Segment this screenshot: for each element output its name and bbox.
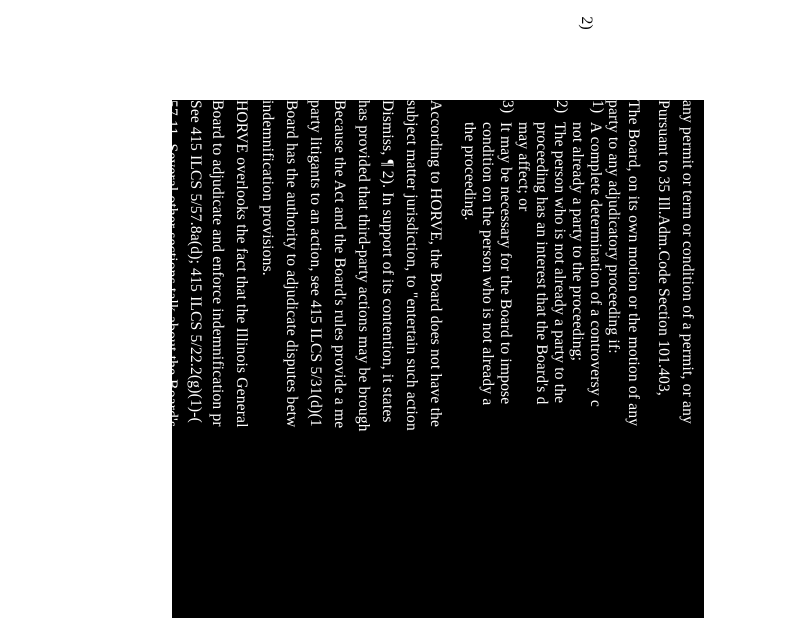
text-line: Board has the authority to adjudicate disputes betw [283, 100, 300, 428]
page-number: 2) [578, 16, 595, 30]
text-line: reimbursement for costs and fees, including attorne [139, 100, 156, 429]
text-line: Pursuant to 35 Ill.Adm.Code Section 101.403, [655, 100, 672, 396]
text-line: HORVE overlooks the fact that the Illinois General [233, 100, 250, 428]
text-line: According to HORVE, the Board does not have the [427, 100, 444, 428]
text-line: See 415 ILCS 5/57.8a(d); 415 ILCS 5/22.2(g)(1)-( [187, 100, 204, 423]
text-line: indemnification provisions. [259, 100, 276, 276]
text-line: not already a party to the proceeding; [569, 122, 586, 362]
text-line: Because the Act and the Board's rules provide a me [331, 100, 348, 429]
text-line: may affect; or [515, 122, 532, 212]
text-line: has provided that third-party actions may be brough [355, 100, 372, 432]
text-line: The Board, on its own motion or the motion of any [625, 100, 642, 427]
item-number: 3) [499, 100, 516, 114]
text-line: 415 ILCS 5/22.2(g)(2), 415 ILCS 5/57.8(l). There [91, 100, 108, 420]
text-line: The person who is not already a party to the [551, 122, 568, 404]
text-line: A complete determination of a controversy c [587, 122, 604, 407]
text-line: proceeding has an interest that the Board's d [533, 122, 550, 405]
text-line: party litigants to an action, see 415 ILCS 5/31(d)(1 [307, 100, 324, 427]
text-line: party to any adjudicatory proceeding if: [605, 100, 622, 354]
text-line: Board to adjudicate and enforce indemnification pr [209, 100, 226, 427]
text-line: Dismiss, ¶ 2). In support of its contention, it states [379, 100, 396, 423]
text-line: condition on the person who is not already a [479, 122, 496, 406]
text-line: the proceeding. [461, 122, 478, 221]
text-line: any permit or term or condition of a permit, or any [679, 100, 696, 424]
text-line: while other sections talk about the ability seek subr [115, 100, 132, 429]
item-number: 2) [553, 100, 570, 114]
item-number: 1) [589, 100, 606, 114]
text-line: 57.11. Several other sections talk about the Board's [163, 100, 180, 428]
rotated-text-block [91, 100, 704, 618]
text-line: It may be necessary for the Board to impose [497, 122, 514, 405]
scanned-document-panel [91, 100, 704, 618]
text-line: subject matter jurisdiction, to "entertain such action [403, 100, 420, 431]
